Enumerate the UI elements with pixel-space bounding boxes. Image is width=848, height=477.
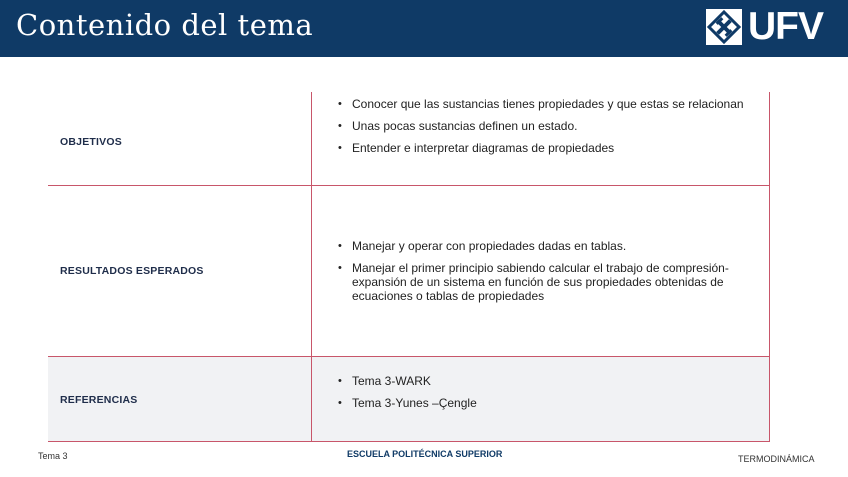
list-item: • Entender e interpretar diagramas de propiedades [338,141,615,155]
header-bar [0,0,848,57]
list-item: • Manejar el primer principio sabiendo calcular el trabajo de compresión-expansión de un sistema en función de sus propiedades obtenidas de ecuaciones o tablas de propiedades [338,261,729,303]
table-row-referencias [48,356,770,442]
bullet-icon: • [338,397,342,409]
page-title: Contenido del tema [16,8,314,42]
row-divider [48,185,770,186]
bullet-icon: • [338,375,342,387]
bullet-icon: • [338,142,342,154]
footer-school: ESCUELA POLITÉCNICA SUPERIOR [347,449,503,459]
list-referencias [338,374,758,418]
list-item: • Manejar y operar con propiedades dadas en tablas. [338,239,627,253]
column-divider [311,92,312,442]
bullet-icon: • [338,262,342,274]
footer-subject: TERMODINÁMICA [738,454,815,464]
table-bottom-border [48,441,770,442]
footer-topic: Tema 3 [38,451,68,461]
table-right-border [769,92,770,442]
row-label-resultados: RESULTADOS ESPERADOS [60,265,204,277]
content-table [48,92,770,442]
bullet-icon: • [338,120,342,132]
table-row-objetivos [48,92,770,185]
bullet-icon: • [338,240,342,252]
list-resultados [338,239,758,311]
row-divider [48,356,770,357]
list-item: • Tema 3-Yunes –Çengle [338,396,477,410]
list-item: • Conocer que las sustancias tienes propiedades y que estas se relacionan [338,97,744,111]
list-objetivos [338,97,758,163]
list-item: • Tema 3-WARK [338,374,431,388]
bullet-icon: • [338,98,342,110]
row-label-referencias: REFERENCIAS [60,394,138,406]
row-label-objetivos: OBJETIVOS [60,136,122,148]
ufv-logo [706,5,830,48]
table-row-resultados [48,185,770,356]
ufv-logo-text: UFV [748,5,823,48]
ufv-logo-icon [706,9,742,45]
list-item: • Unas pocas sustancias definen un estado. [338,119,578,133]
